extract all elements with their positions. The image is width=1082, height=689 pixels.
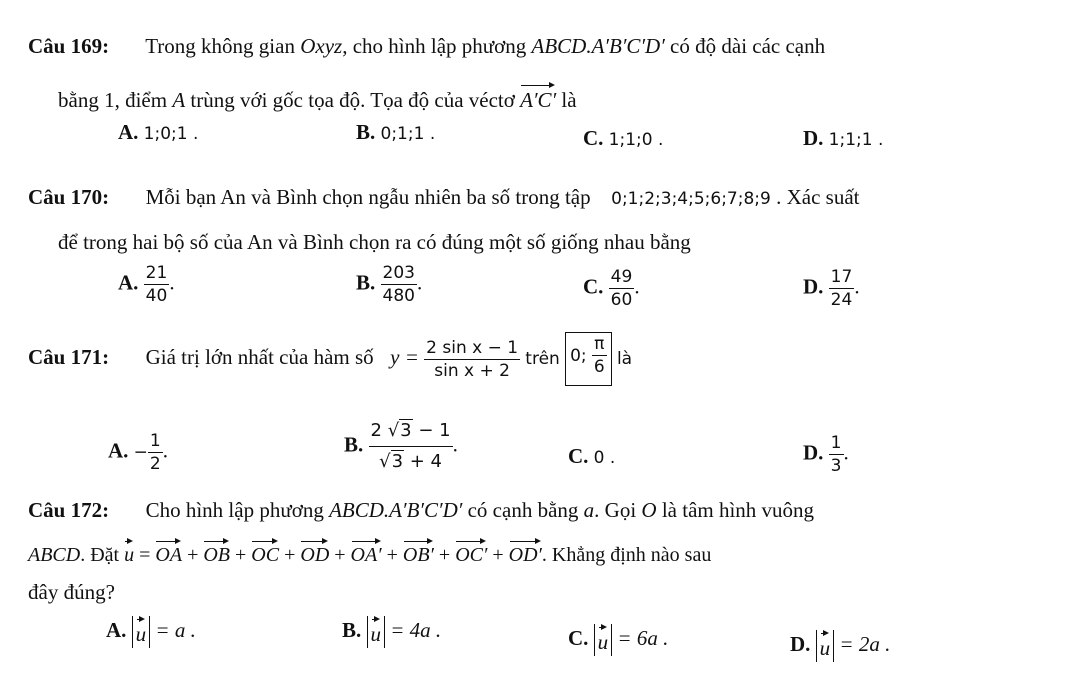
q171-number: Câu 171: xyxy=(28,344,110,369)
fraction xyxy=(381,262,417,307)
vec-oa: OA xyxy=(155,540,182,567)
q169-option-a xyxy=(118,120,198,145)
option-value: 0 . xyxy=(593,448,616,468)
numerator: 17 xyxy=(830,267,853,287)
vec-u: u xyxy=(820,632,831,660)
q171-y-eq: y = xyxy=(390,344,419,369)
q172-option-d xyxy=(790,630,890,662)
numerator: π xyxy=(592,333,607,356)
q172-line2-c: . Khẳng định nào sau xyxy=(541,544,712,566)
denominator: √3 + 4 xyxy=(379,451,443,472)
q170-line2: để trong hai bộ số của An và Bình chọn ra có đúng một số giống nhau bằng xyxy=(58,230,691,254)
q170-option-b: B. $\frac{203}{480}$ . xyxy=(356,263,423,306)
q170-text-b: . Xác suất xyxy=(776,185,860,209)
q171-line1 xyxy=(28,332,632,386)
fraction xyxy=(144,262,170,307)
q171-option-d: D. $\frac{1}{3}$ . xyxy=(803,433,849,476)
option-label: C. xyxy=(583,274,604,299)
numerator: 1 xyxy=(149,431,161,451)
q171-interval xyxy=(565,332,612,386)
vec-u: u xyxy=(136,618,147,646)
option-label: A. xyxy=(108,438,129,463)
option-label: B. xyxy=(344,432,364,457)
numerator: 1 xyxy=(830,433,842,453)
option-label: A. xyxy=(106,617,127,642)
option-value: = 4a . xyxy=(390,617,442,642)
q169-option-d xyxy=(803,126,883,151)
rest: − 1 xyxy=(412,420,451,441)
denominator: 24 xyxy=(830,290,853,310)
fraction xyxy=(829,432,844,477)
fraction xyxy=(369,416,453,477)
option-value: = 2a . xyxy=(839,631,891,656)
q169-text-c: có độ dài các cạnh xyxy=(670,34,826,58)
q170-text-a: Mỗi bạn An và Bình chọn ngẫu nhiên ba số trong tập xyxy=(145,185,591,209)
abs-u xyxy=(367,616,386,648)
numerator: 2 √3 − 1 xyxy=(369,416,453,447)
q169-option-b xyxy=(356,120,435,145)
q169-option-c xyxy=(583,126,663,151)
vec-od-prime: OD′ xyxy=(509,540,542,567)
denominator: 60 xyxy=(610,290,633,310)
radicand: 3 xyxy=(391,451,404,472)
q172-text-a: Cho hình lập phương xyxy=(145,498,324,522)
option-label: B. xyxy=(356,120,376,144)
coef: 2 xyxy=(370,420,382,441)
q170-line1 xyxy=(28,185,859,210)
numerator: 203 xyxy=(382,263,415,283)
vec-ob: OB xyxy=(203,540,230,567)
interval-fraction xyxy=(592,333,607,378)
abs-u xyxy=(594,624,613,656)
option-value: 1;1;0 . xyxy=(608,130,664,150)
option-label: B. xyxy=(356,270,376,295)
option-label: D. xyxy=(803,440,824,465)
radicand: 3 xyxy=(400,420,412,441)
option-value: = a . xyxy=(155,617,196,642)
q172-line3: đây đúng? xyxy=(28,580,115,604)
abs-u xyxy=(816,630,835,662)
option-label: D. xyxy=(803,274,824,299)
q172-o: O xyxy=(641,498,657,522)
rest: + 4 xyxy=(404,451,443,472)
abs-u xyxy=(132,616,151,648)
vec-od: OD xyxy=(300,540,329,567)
q172-option-a xyxy=(106,616,196,648)
q172-number: Câu 172: xyxy=(28,498,110,522)
q170-option-c: C. $\frac{49}{60}$ . xyxy=(583,267,640,310)
q170-set: 0;1;2;3;4;5;6;7;8;9 xyxy=(611,189,771,209)
q172-line2: ABCD. Đặt u = OA + OB + OC + OD + OA′ + OB′ + OC′ + OD′. Khẳng định nào sau xyxy=(28,540,711,567)
q171-on: trên xyxy=(525,348,560,369)
option-value: 1;1;1 . xyxy=(828,130,884,150)
q172-cube: ABCD.A′B′C′D′ xyxy=(329,498,463,522)
q172-option-c xyxy=(568,624,668,656)
fraction xyxy=(148,430,163,475)
vec-oc-prime: OC′ xyxy=(455,540,487,567)
q171-option-c xyxy=(568,444,615,469)
option-label: C. xyxy=(568,625,589,650)
q172-text-b: có cạnh bằng xyxy=(467,498,579,522)
q172-option-b xyxy=(342,616,441,648)
q172-line2-b: . Đặt xyxy=(80,544,120,566)
q170-number: Câu 170: xyxy=(28,185,110,209)
vec-oa-prime: OA′ xyxy=(351,540,382,567)
q171-option-b: B. $\frac{2 √3 - 1}{√3 + 4}$ . xyxy=(344,416,458,477)
q171-function-fraction xyxy=(424,337,520,382)
numerator: 2 sin x − 1 xyxy=(426,337,519,358)
q169-vector: A′C′ xyxy=(520,84,556,113)
denominator: 2 xyxy=(149,454,161,474)
q169-oxyz: Oxyz xyxy=(300,34,343,58)
vec-ob-prime: OB′ xyxy=(403,540,434,567)
q171-la: là xyxy=(616,348,633,369)
denominator: 40 xyxy=(145,286,168,306)
q170-option-a: A. $\frac{21}{40}$ . xyxy=(118,263,175,306)
q172-abcd: ABCD xyxy=(28,544,81,566)
fraction xyxy=(609,266,635,311)
option-label: A. xyxy=(118,120,139,144)
q172-line1 xyxy=(28,498,814,523)
q172-text-c: . Gọi xyxy=(594,498,637,522)
option-label: C. xyxy=(583,126,604,150)
denominator: 3 xyxy=(830,456,842,476)
q171-text-a: Giá trị lớn nhất của hàm số xyxy=(145,344,374,369)
numerator: 49 xyxy=(610,267,633,287)
denominator: 6 xyxy=(593,357,605,377)
option-value: = 6a . xyxy=(617,625,669,650)
option-label: B. xyxy=(342,617,362,642)
q169-line2-a: bằng 1, điểm xyxy=(58,88,168,112)
q169-line1 xyxy=(28,34,825,59)
vec-u: u xyxy=(598,626,609,654)
q172-text-d: là tâm hình vuông xyxy=(661,498,815,522)
q169-number: Câu 169: xyxy=(28,34,110,58)
option-label: A. xyxy=(118,270,139,295)
denominator: 480 xyxy=(382,286,415,306)
q169-cube: ABCD.A′B′C′D′ xyxy=(531,34,665,58)
q169-text-a: Trong không gian xyxy=(145,34,295,58)
option-label: D. xyxy=(790,631,811,656)
q170-option-d: D. $\frac{17}{24}$ . xyxy=(803,267,860,310)
q172-u: u xyxy=(124,540,134,567)
numerator: 21 xyxy=(145,263,168,283)
vec-u: u xyxy=(371,618,382,646)
denominator: sin x + 2 xyxy=(434,360,510,381)
fraction xyxy=(829,266,855,311)
option-value: 1;0;1 . xyxy=(143,124,199,144)
q169-line2-b: trùng với gốc tọa độ. Tọa độ của véctơ xyxy=(190,88,515,112)
q172-a: a xyxy=(583,498,595,522)
sign: − xyxy=(133,442,148,463)
q169-line2 xyxy=(58,84,577,113)
interval-left: 0; xyxy=(570,345,587,366)
option-label: D. xyxy=(803,126,824,150)
q169-point-a: A xyxy=(172,88,186,112)
q171-option-a: A. − $\frac{1}{2}$ . xyxy=(108,431,168,474)
option-label: C. xyxy=(568,444,589,468)
option-value: 0;1;1 . xyxy=(380,124,436,144)
q169-text-b: , cho hình lập phương xyxy=(342,34,527,58)
q169-line2-c: là xyxy=(561,88,577,112)
vec-oc: OC xyxy=(251,540,279,567)
equals: = xyxy=(139,544,151,566)
